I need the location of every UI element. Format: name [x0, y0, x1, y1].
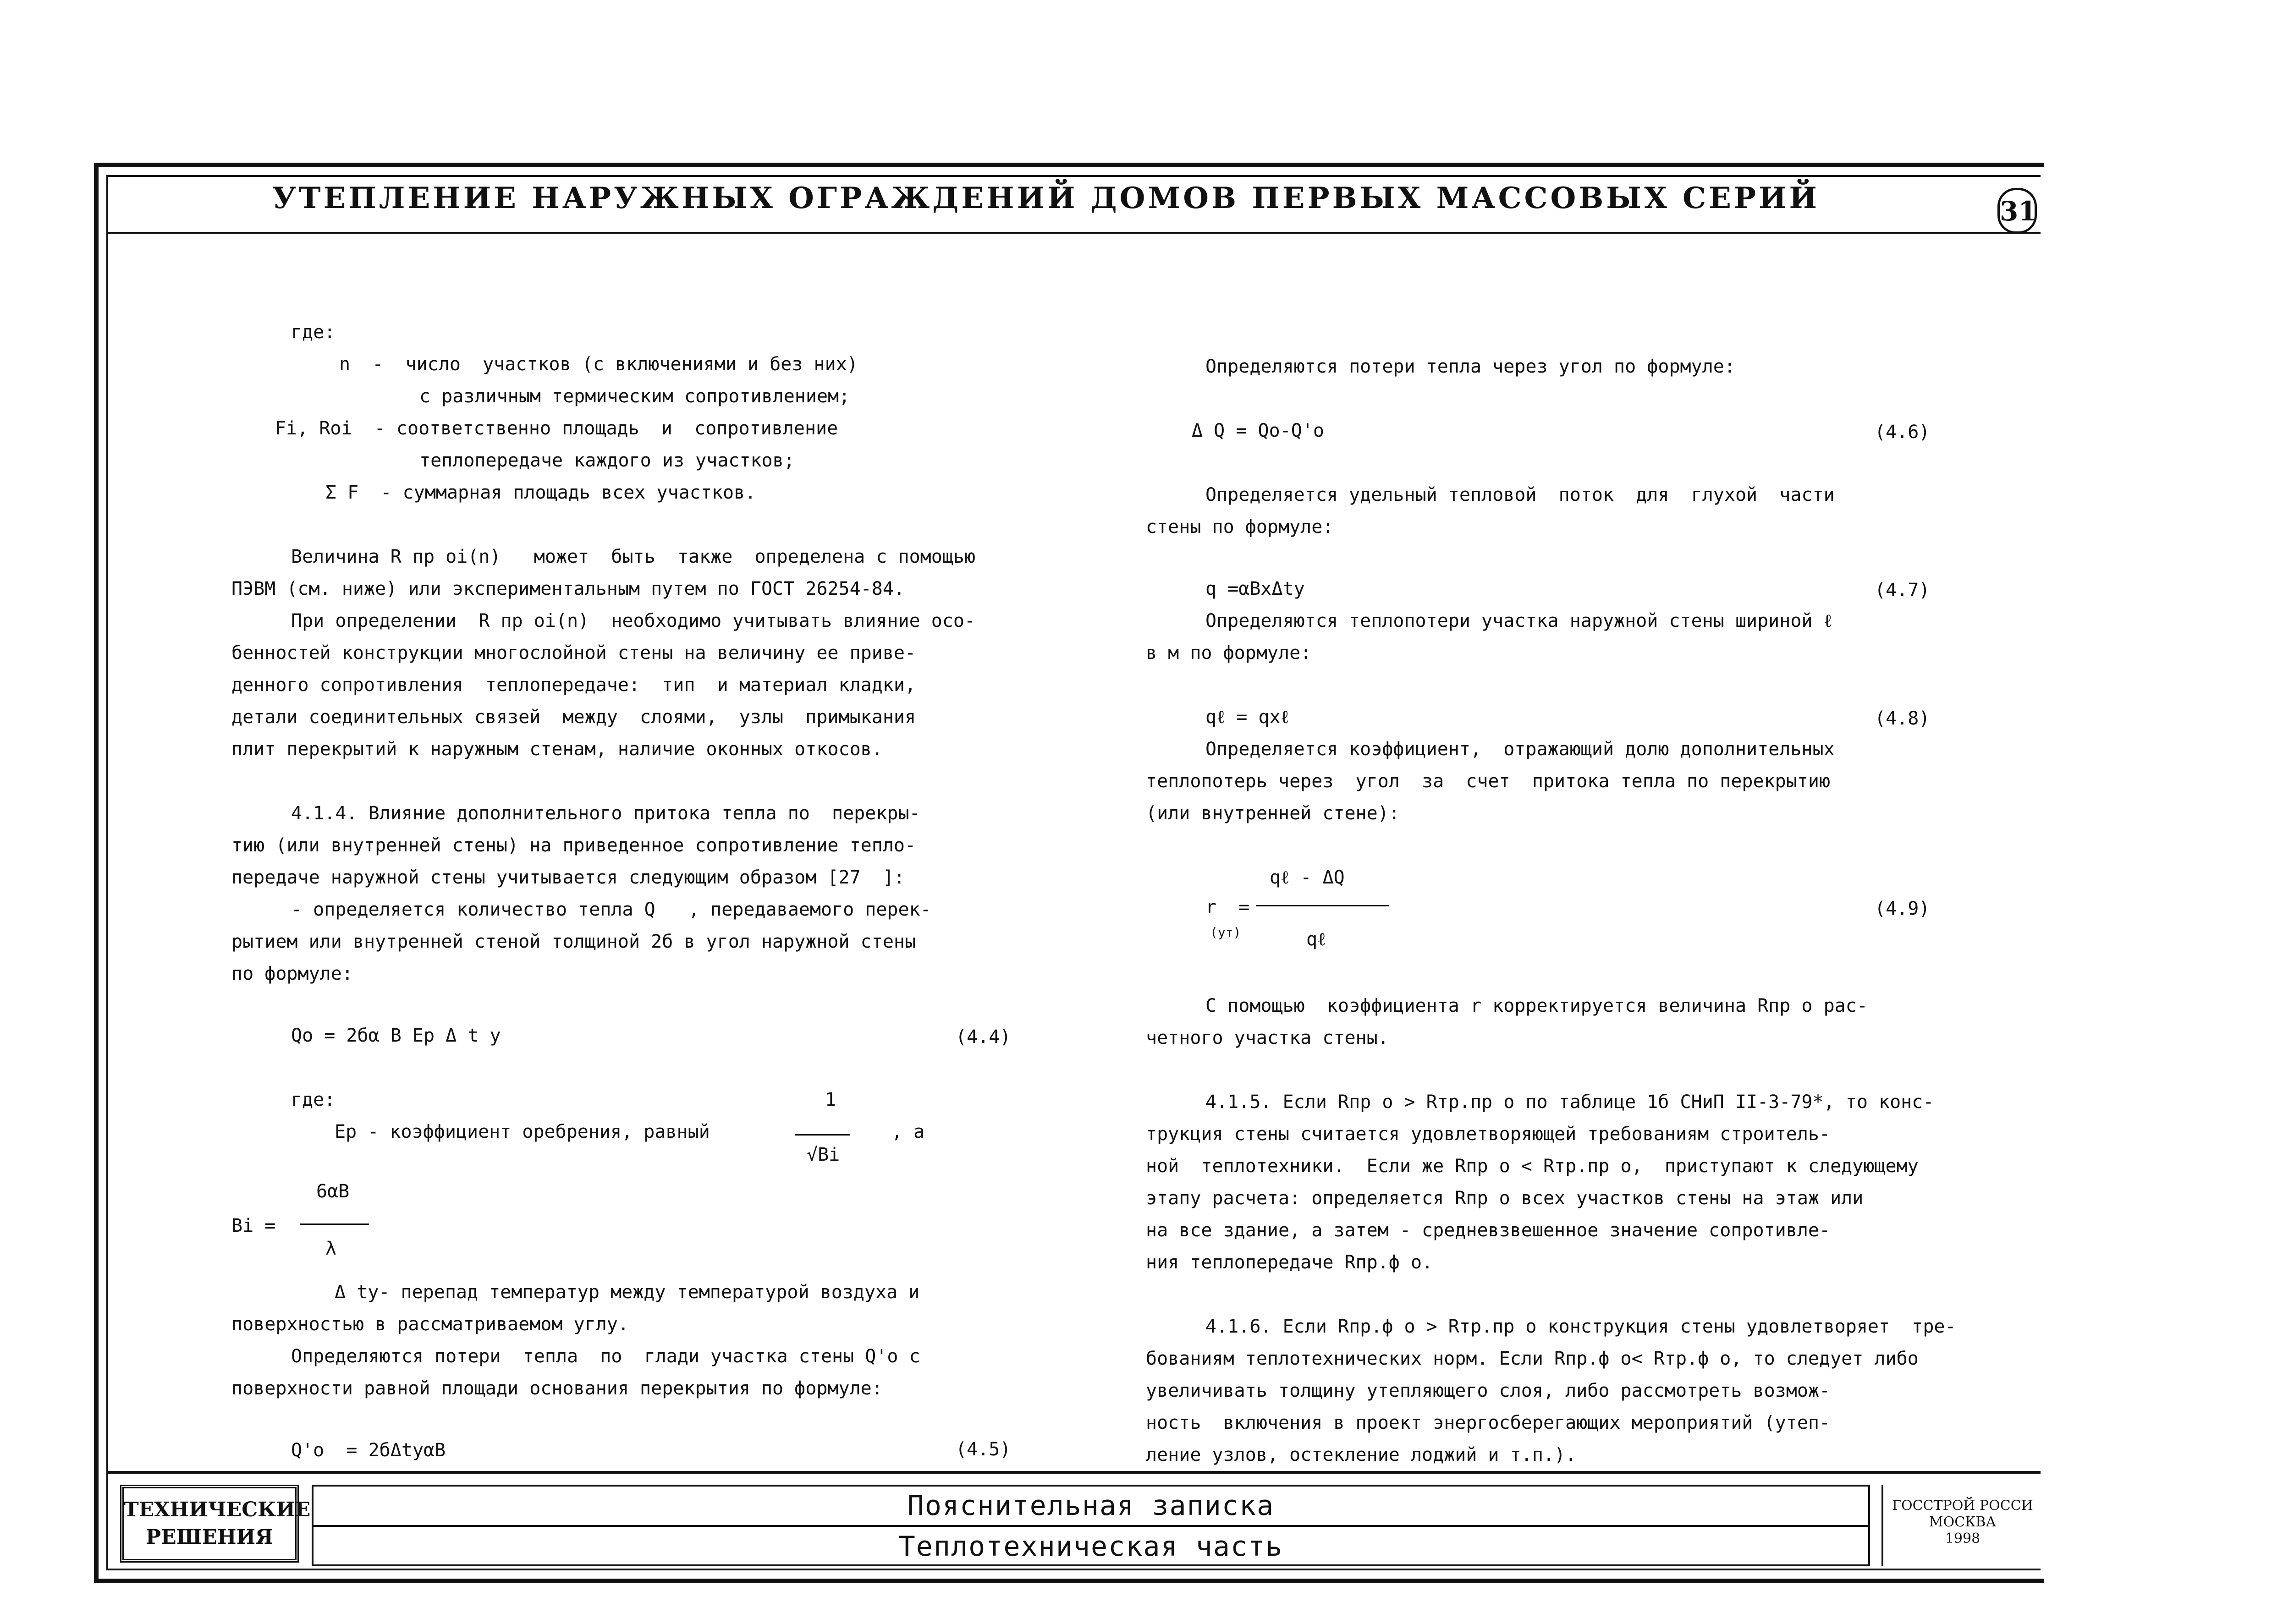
equation-4-5: Q'o = 2бΔtуαB: [291, 1440, 446, 1461]
definition-fr-cont: теплопередаче каждого из участков;: [419, 450, 795, 471]
section-4-1-5: 4.1.5. Если Rпр o > Rтр.пр o по таблице 1б СНиП II-3-79*, то конс-: [1205, 1092, 1934, 1113]
definition-n-cont: с различным термическим сопротивлением;: [419, 386, 850, 407]
fraction-line: [1256, 905, 1389, 906]
fraction-line: [795, 1134, 850, 1136]
equation-number: (4.9): [1875, 898, 1930, 919]
equation-4-8: qℓ = qxℓ: [1205, 707, 1289, 728]
paragraph-line: в м по формуле:: [1146, 642, 1312, 664]
paragraph-line: теплопотерь через угол за счет притока тепла по перекрытию: [1146, 771, 1831, 792]
paragraph-line: При определении R пр oi(n) необходимо учитывать влияние осо-: [291, 610, 976, 631]
fraction-line: [300, 1223, 369, 1225]
equation-4-9-lhs: r =: [1205, 897, 1250, 918]
paragraph-line: поверхности равной площади основания перекрытия по формуле:: [231, 1378, 883, 1399]
paragraph-line: на все здание, а затем - средневзвешенное значение сопротивле-: [1146, 1220, 1831, 1241]
paragraph-line: Величина R пр oi(n) может быть также определена с помощью: [291, 546, 976, 567]
equation-4-7: q =αBxΔtу: [1205, 578, 1305, 599]
page-title: УТЕПЛЕНИЕ НАРУЖНЫХ ОГРАЖДЕНИЙ ДОМОВ ПЕРВЫХ МАССОВЫХ СЕРИЙ: [272, 181, 1820, 215]
paragraph-line: увеличивать толщину утепляющего слоя, либо рассмотреть возмож-: [1146, 1380, 1831, 1401]
paragraph-line: (или внутренней стене):: [1146, 803, 1400, 824]
page-number: 31: [1997, 188, 2037, 234]
paragraph-line: ление узлов, остекление лоджий и т.п.).: [1146, 1444, 1577, 1465]
paragraph-line: поверхностью в рассматриваемом углу.: [231, 1314, 629, 1335]
definition-ep-tail: , а: [891, 1121, 925, 1142]
definition-dt: Δ tу- перепад температур между температурой воздуха и: [335, 1282, 920, 1303]
definition-ep: Ep - коэффициент оребрения, равный: [335, 1121, 710, 1142]
paragraph-line: передаче наружной стены учитывается следующим образом [27 ]:: [231, 867, 905, 888]
bi-numerator: 6αB: [316, 1181, 350, 1202]
paragraph-line: стены по формуле:: [1146, 516, 1334, 538]
publication-year: 1998: [1945, 1531, 1980, 1547]
paragraph-line: по формуле:: [231, 963, 353, 984]
equation-number: (4.8): [1875, 708, 1930, 729]
title-block-middle: [312, 1485, 1870, 1566]
paragraph-line: Определяются потери тепла по глади участка стены Q'o с: [291, 1346, 920, 1367]
definition-sum: Σ F - суммарная площадь всех участков.: [325, 482, 756, 503]
paragraph-line: тию (или внутренней стены) на приведенное сопротивление тепло-: [231, 835, 916, 856]
equation-number: (4.6): [1875, 422, 1930, 443]
title-block-publisher: [1881, 1485, 2042, 1566]
paragraph-line: ность включения в проект энергосберегающих мероприятий (утеп-: [1146, 1412, 1831, 1433]
paragraph-line: четного участка стены.: [1146, 1027, 1389, 1048]
paragraph-line: Определяются потери тепла через угол по формуле:: [1205, 356, 1735, 377]
fraction-denominator: qℓ: [1306, 929, 1326, 950]
paragraph-line: - определяется количество тепла Q , передаваемого перек-: [291, 899, 931, 920]
paragraph-line: С помощью коэффициента r корректируется величина Rпр o рас-: [1205, 995, 1868, 1016]
paragraph-line: денного сопротивления теплопередаче: тип и материал кладки,: [231, 675, 916, 696]
fraction-denominator: √Bi: [807, 1144, 840, 1165]
paragraph-line: ния теплопередаче Rпр.ф o.: [1146, 1252, 1433, 1273]
bi-denominator: λ: [325, 1238, 337, 1259]
section-4-1-6: 4.1.6. Если Rпр.ф o > Rтр.пр o конструкция стены удовлетворяет тре-: [1205, 1316, 1956, 1337]
stamp-line: РЕШЕНИЯ: [146, 1525, 273, 1549]
paragraph-line: бенностей конструкции многослойной стены на величину ее приве-: [231, 642, 916, 664]
paragraph-line: ПЭВМ (см. ниже) или экспериментальным путем по ГОСТ 26254-84.: [231, 578, 905, 599]
paragraph-line: ной теплотехники. Если же Rпр o < Rтр.пр o, приступают к следующему: [1146, 1156, 1919, 1177]
paragraph-line: Определяется коэффициент, отражающий долю дополнительных: [1205, 739, 1835, 760]
paragraph-line: трукция стены считается удовлетворяющей требованиям строитель-: [1146, 1124, 1831, 1145]
paragraph-line: этапу расчета: определяется Rпр o всех участков стены на этаж или: [1146, 1188, 1864, 1209]
paragraph-line: детали соединительных связей между слоями, узлы примыкания: [231, 707, 916, 728]
equation-subscript: (ут): [1210, 925, 1241, 940]
document-subtitle: Теплотехническая часть: [898, 1531, 1283, 1563]
paragraph-line: бованиям теплотехнических норм. Если Rпр.ф o< Rтр.ф o, то следует либо: [1146, 1348, 1919, 1369]
bi-lhs: Bi =: [231, 1215, 276, 1236]
equation-number: (4.4): [956, 1026, 1011, 1048]
fraction-numerator: qℓ - ΔQ: [1270, 867, 1345, 888]
section-4-1-4: 4.1.4. Влияние дополнительного притока тепла по перекры-: [291, 803, 920, 824]
paragraph-line: рытием или внутренней стеной толщиной 2б в угол наружной стены: [231, 931, 916, 952]
paragraph-line: Определяется удельный тепловой поток для глухой части: [1205, 484, 1835, 505]
equation-number: (4.5): [956, 1439, 1011, 1460]
equation-4-6: Δ Q = Qo-Q'o: [1192, 420, 1324, 441]
document-title: Пояснительная записка: [314, 1487, 1868, 1527]
definition-n: n - число участков (с включениями и без них): [339, 354, 858, 375]
fraction-numerator: 1: [825, 1089, 836, 1110]
equation-number: (4.7): [1875, 580, 1930, 601]
where-label: где:: [291, 322, 336, 343]
paragraph-line: плит перекрытий к наружным стенам, наличие оконных откосов.: [231, 739, 883, 760]
where-label: где:: [291, 1089, 336, 1110]
stamp-line: ТЕХНИЧЕСКИЕ: [124, 1498, 311, 1521]
title-block-left-stamp: [120, 1485, 311, 1563]
publisher-city: МОСКВА: [1929, 1514, 1997, 1530]
publisher-name: ГОССТРОЙ РОССИ: [1892, 1498, 2033, 1514]
equation-4-4: Qo = 2бα B Ep Δ t у: [291, 1025, 501, 1046]
definition-fr: Fi, Roi - соответственно площадь и сопротивление: [275, 418, 838, 439]
paragraph-line: Определяются теплопотери участка наружной стены шириной ℓ: [1205, 610, 1832, 631]
